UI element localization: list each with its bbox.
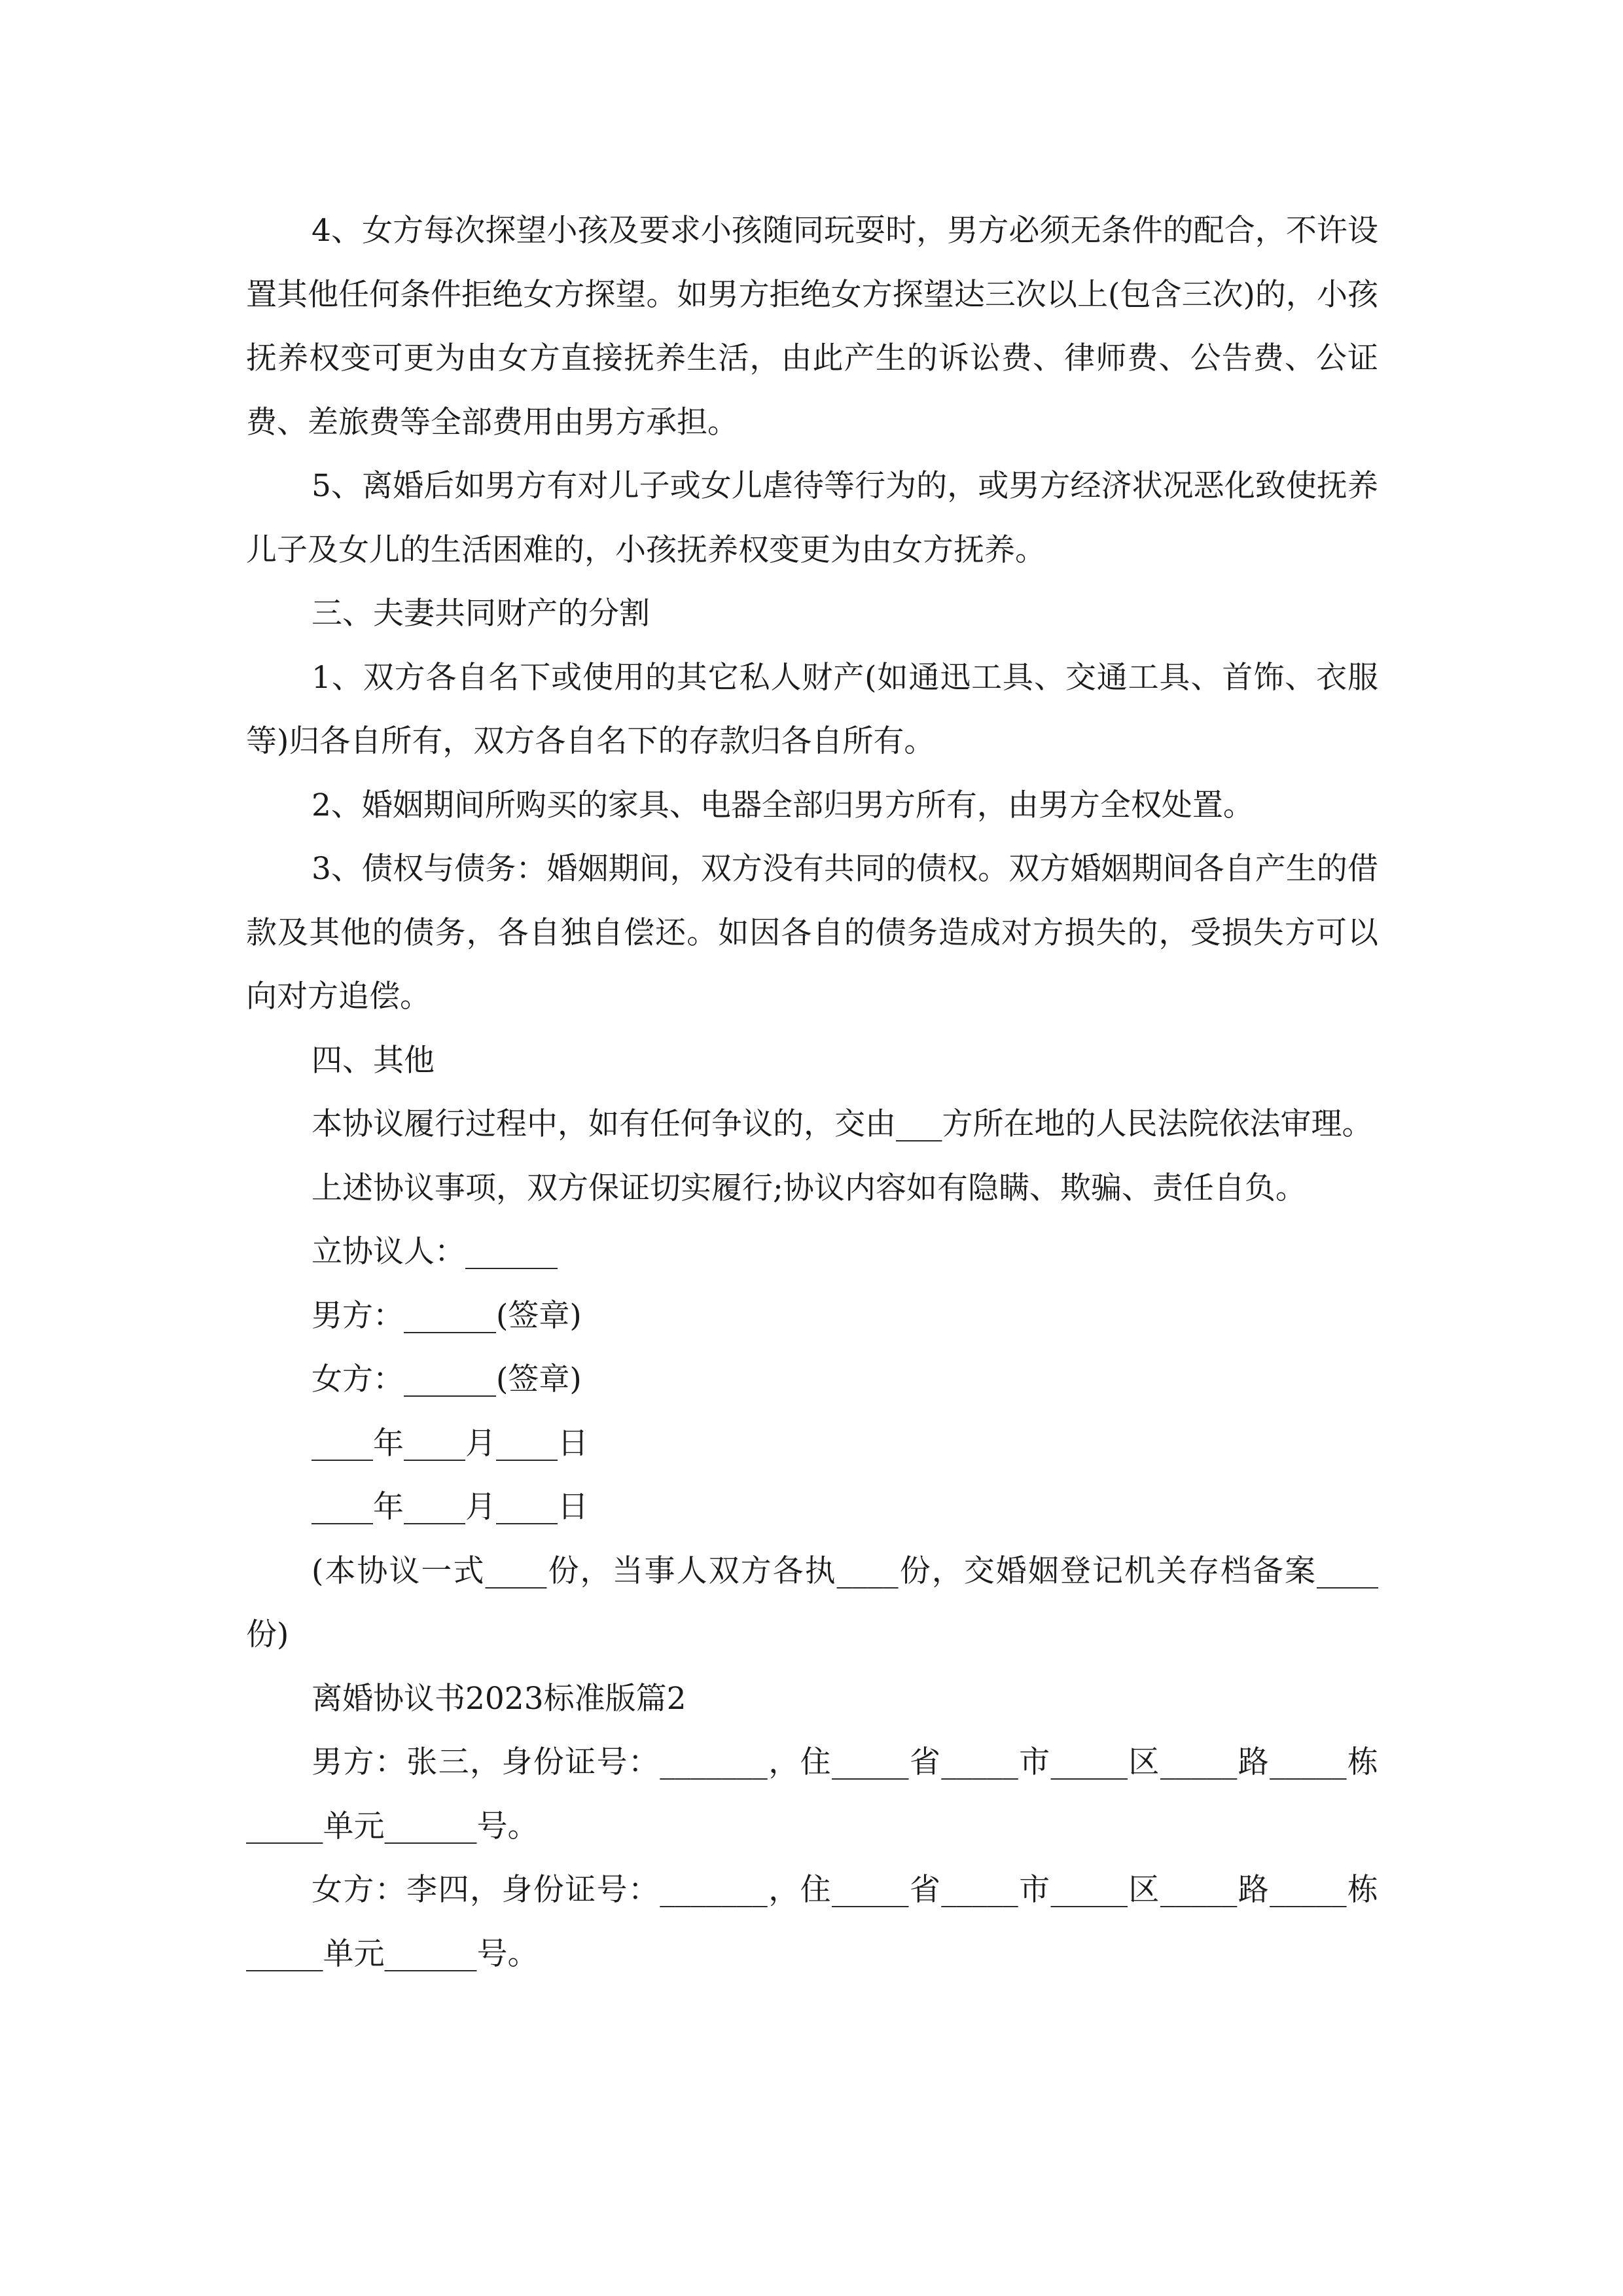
clause-debts-3: 3、债权与债务：婚姻期间，双方没有共同的债权。双方婚姻期间各自产生的借款及其他的债务，各自独自偿还。如因各自的债务造成对方损失的，受损失方可以向对方追偿。 [246, 851, 1378, 1014]
wife-signature-line: 女方：______(签章) [312, 1361, 582, 1397]
clause-dispute: 本协议履行过程中，如有任何争议的，交由___方所在地的人民法院依法审理。 [312, 1106, 1373, 1142]
section-heading-property: 三、夫妻共同财产的分割 [312, 596, 650, 632]
clause-custody-5: 5、离婚后如男方有对儿子或女儿虐待等行为的，或男方经济状况恶化致使抚养儿子及女儿的生活困难的，小孩抚养权变更为由女方抚养。 [246, 468, 1378, 568]
copies-note: (本协议一式____份，当事人双方各执____份，交婚姻登记机关存档备案____份) [246, 1552, 1378, 1653]
wife-info: 女方：李四，身份证号：_______，住_____省_____市_____区_____路_____栋_____单元______号。 [246, 1872, 1378, 1972]
clause-property-1: 1、双方各自名下或使用的其它私人财产(如通迅工具、交通工具、首饰、衣服等)归各自所有，双方各自名下的存款归各自所有。 [246, 659, 1378, 759]
date-line-2: ____年____月____日 [312, 1489, 588, 1525]
document-body [246, 199, 1378, 1986]
husband-signature-line: 男方：______(签章) [312, 1297, 582, 1334]
husband-info: 男方：张三，身份证号：_______，住_____省_____市_____区_____路_____栋_____单元______号。 [246, 1744, 1378, 1844]
section-heading-other: 四、其他 [312, 1042, 435, 1079]
clause-visitation-4: 4、女方每次探望小孩及要求小孩随同玩耍时，男方必须无条件的配合，不许设置其他任何条件拒绝女方探望。如男方拒绝女方探望达三次以上(包含三次)的，小孩抚养权变可更为由女方直接抚养生活，由此产生的诉讼费、律师费、公告费、公证费、差旅费等全部费用由男方承担。 [246, 213, 1378, 440]
clause-guarantee: 上述协议事项，双方保证切实履行;协议内容如有隐瞒、欺骗、责任自负。 [312, 1170, 1306, 1206]
signatory-line: 立协议人：______ [312, 1234, 558, 1270]
date-line-1: ____年____月____日 [312, 1425, 588, 1462]
clause-property-2: 2、婚姻期间所购买的家具、电器全部归男方所有，由男方全权处置。 [312, 787, 1254, 823]
section-title-part2: 离婚协议书2023标准版篇2 [312, 1680, 687, 1717]
